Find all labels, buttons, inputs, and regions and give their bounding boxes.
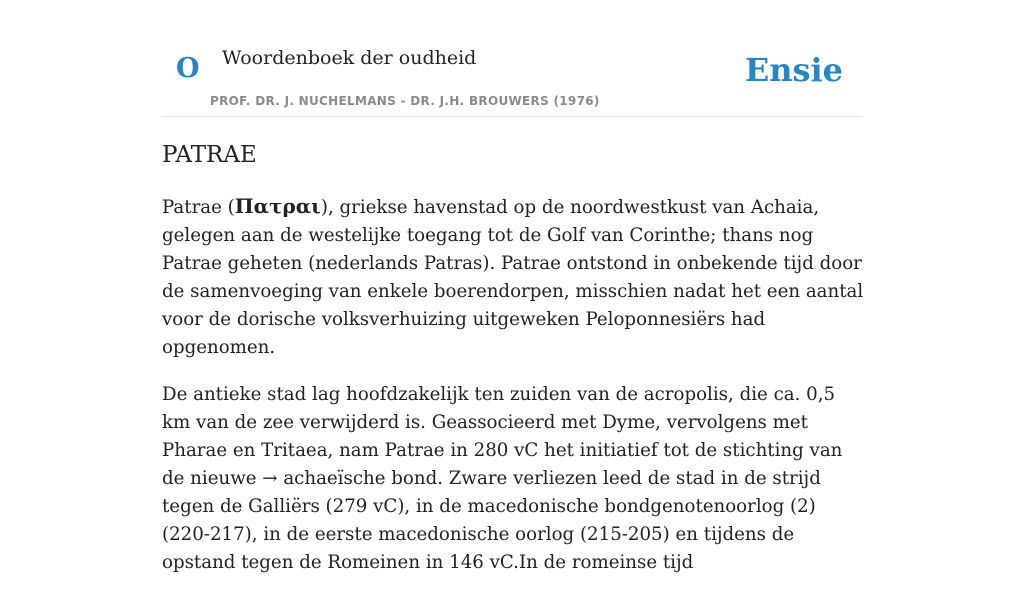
book-title-link[interactable]: Woordenboek der oudheid — [222, 47, 477, 69]
entry-content — [162, 192, 864, 596]
book-header — [162, 0, 862, 117]
paragraph-1 — [162, 192, 864, 362]
paragraph-2: De antieke stad lag hoofdzakelijk ten zuiden van de acropolis, die ca. 0,5 km van de zee verwijderd is. Geassocieerd met Dyme, vervolgens met Pharae en Tritaea, nam Patrae in 280 vC het initiatief tot de stichting van de nieuwe → achaeïsche bond. Zware verliezen leed de stad in de strijd tegen de Galliërs (279 vC), in de macedonische bondgenotenoorlog (2) (220-217), in de eerste macedonische oorlog (215-205) en tijdens de opstand tegen de Romeinen in 146 vC.In de romeinse tijd — [162, 384, 843, 573]
entry-title: PATRAE — [162, 142, 257, 168]
paragraph-1-rest: ), griekse havenstad op de noordwestkust van Achaia, gelegen aan de westelijke toegang tot de Golf van Corinthe; thans nog Patrae geheten (nederlands Patras). Patrae ontstond in onbekende tijd door de samenvoeging van enkele boerendorpen, misschien nadat het een aantal voor de dorische volksverhuizing uitgeweken Peloponnesiërs had opgenomen. — [162, 197, 864, 358]
paragraph-1-start: Patrae ( — [162, 197, 235, 218]
book-letter-icon[interactable]: O — [176, 53, 200, 84]
book-authors: PROF. DR. J. NUCHELMANS - DR. J.H. BROUWERS (1976) — [210, 94, 600, 108]
ensie-logo-link[interactable]: Ensie — [744, 51, 843, 89]
greek-name: Πατραι — [234, 194, 321, 218]
